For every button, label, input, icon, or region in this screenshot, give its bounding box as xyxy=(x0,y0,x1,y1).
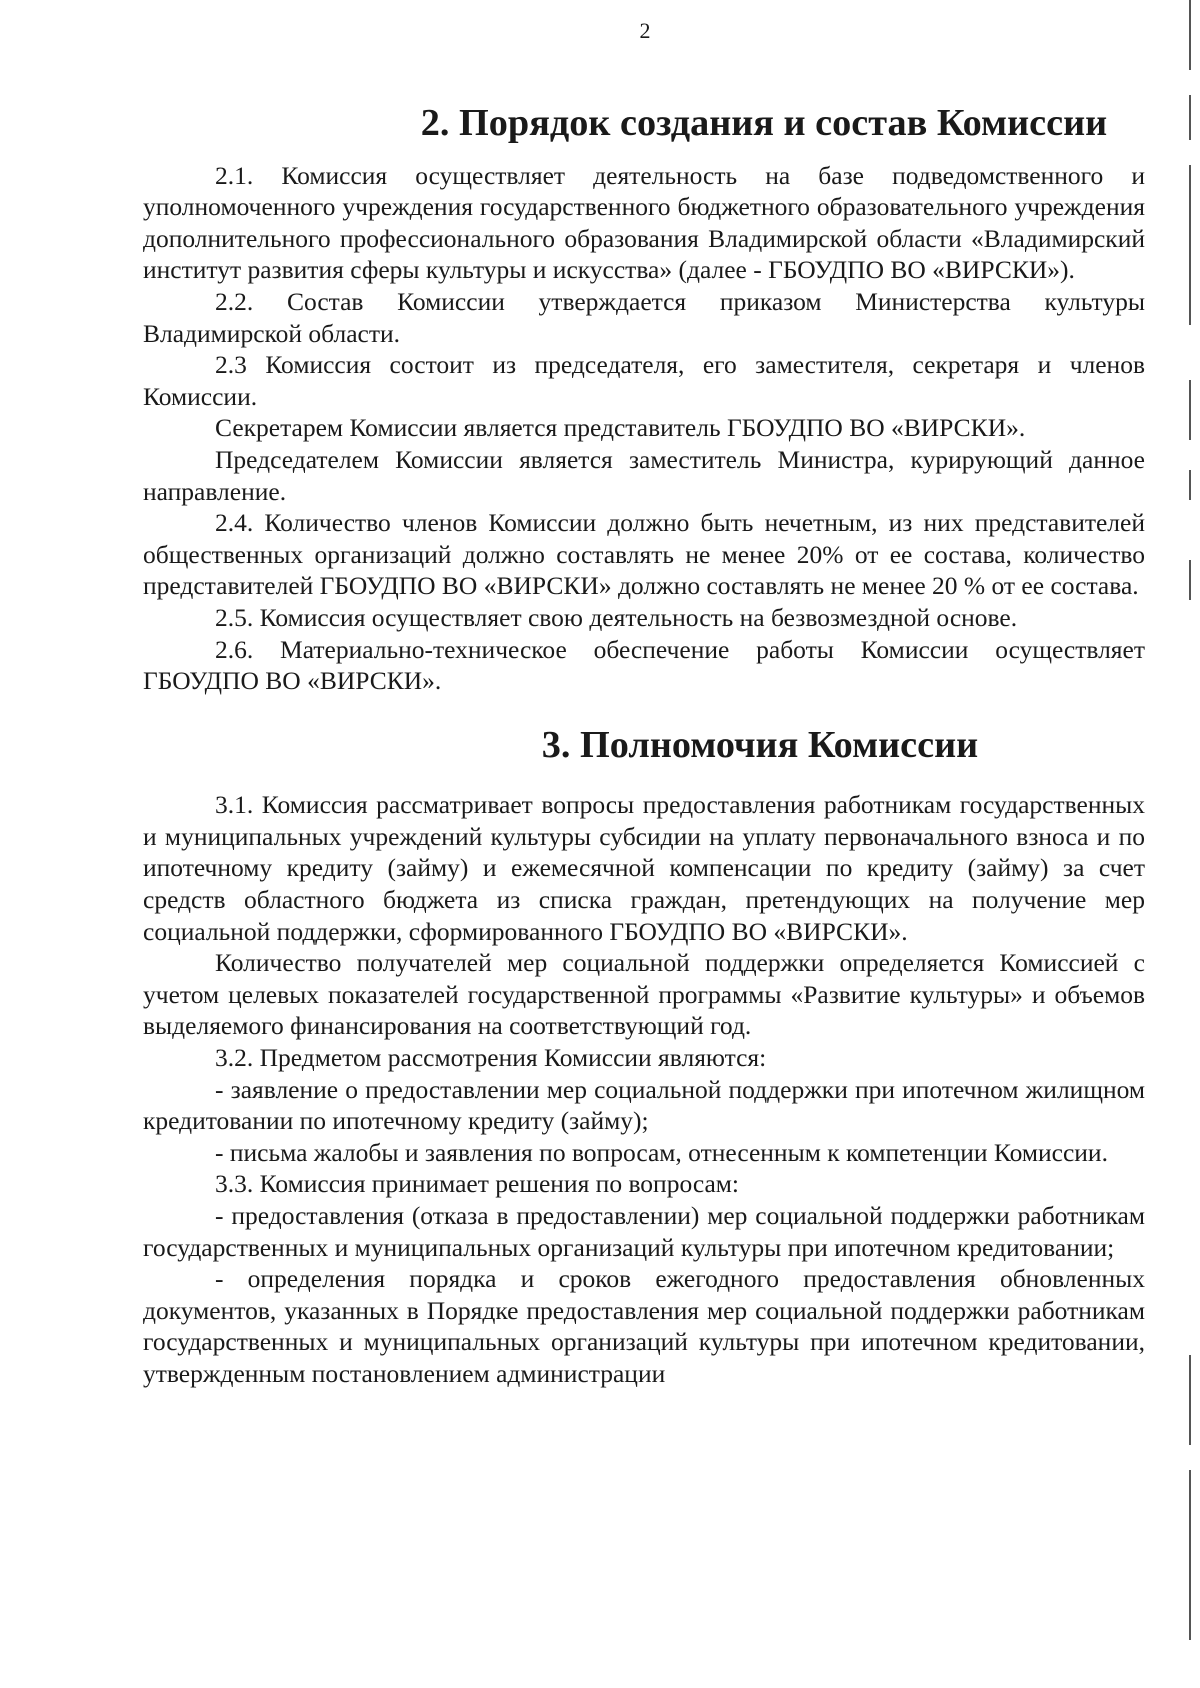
paragraph-3-3: 3.3. Комиссия принимает решения по вопросам: xyxy=(215,1169,740,1199)
section-3-body xyxy=(143,789,1145,1389)
list-item-complaints: - письма жалобы и заявления по вопросам, отнесенным к компетенции Комиссии. xyxy=(215,1137,1108,1167)
paragraph-2-5: 2.5. Комиссия осуществляет свою деятельность на безвозмездной основе. xyxy=(215,602,1018,632)
paragraph-2-3: 2.3 Комиссия состоит из председателя, его заместителя, секретаря и членов Комиссии. xyxy=(143,350,1145,411)
paragraph-chairman: Председателем Комиссии является заместитель Министра, курирующий данное направление. xyxy=(143,444,1145,506)
page-number: 2 xyxy=(639,18,651,43)
section-2-body xyxy=(143,160,1145,697)
paragraph-secretary: Секретарем Комиссии является представитель ГБОУДПО ВО «ВИРСКИ». xyxy=(215,413,1026,443)
paragraph-2-2: 2.2. Состав Комиссии утверждается приказом Министерства культуры Владимирской области. xyxy=(143,286,1145,348)
scan-edge-mark xyxy=(1189,95,1191,140)
scan-edge-mark xyxy=(1189,380,1191,440)
list-item-procedure: - определения порядка и сроков ежегодного предоставления обновленных документов, указанных в Порядке предоставления мер социальной поддержки работникам государственных и муниципальных организаций культуры при ипотечном кредитовании, утвержденным постановлением администрации xyxy=(143,1264,1145,1388)
paragraph-2-4: 2.4. Количество членов Комиссии должно быть нечетным, из них представителей общественных организаций должно составлять не менее 20% от ее состава, количество представителей ГБОУДПО ВО «ВИРСКИ» должно составлять не менее 20 % от ее состава. xyxy=(143,508,1145,601)
scan-edge-mark xyxy=(1189,470,1191,500)
paragraph-2-1: 2.1. Комиссия осуществляет деятельность на базе подведомственного и уполномоченного учреждения государственного бюджетного образовательного учреждения дополнительного профессионального образования Владимирской области «Владимирский институт развития сферы культуры и искусства» (далее - ГБОУДПО ВО «ВИРСКИ»). xyxy=(143,160,1145,285)
list-item-provision: - предоставления (отказа в предоставлении) мер социальной поддержки работникам государственных и муниципальных организаций культуры при ипотечном кредитовании; xyxy=(143,1201,1145,1262)
scan-edge-mark xyxy=(1189,560,1191,600)
list-item-application: - заявление о предоставлении мер социальной поддержки при ипотечном жилищном кредитовании по ипотечному кредиту (займу); xyxy=(143,1074,1145,1136)
section-3-heading: 3. Полномочия Комиссии xyxy=(541,723,979,766)
paragraph-recipients-count: Количество получателей мер социальной поддержки определяется Комиссией с учетом целевых показателей государственной программы «Развитие культуры» и объемов выделяемого финансирования на соответствующий год. xyxy=(143,948,1145,1041)
document-body xyxy=(143,102,1145,1390)
scan-edge-mark xyxy=(1189,165,1191,325)
scan-edge-mark xyxy=(1189,1355,1191,1445)
paragraph-3-1: 3.1. Комиссия рассматривает вопросы предоставления работникам государственных и муниципальных учреждений культуры субсидии на уплату первоначального взноса и по ипотечному кредиту (займу) и ежемесячной компенсации по кредиту (займу) за счет средств областного бюджета из списка граждан, претендующих на получение мер социальной поддержки, сформированного ГБОУДПО ВО «ВИРСКИ». xyxy=(143,790,1145,946)
section-2-heading: 2. Порядок создания и состав Комиссии xyxy=(420,102,1108,144)
paragraph-2-6: 2.6. Материально-техническое обеспечение работы Комиссии осуществляет ГБОУДПО ВО «ВИРСКИ». xyxy=(143,634,1145,696)
paragraph-3-2: 3.2. Предметом рассмотрения Комиссии являются: xyxy=(215,1043,767,1073)
scan-edge-mark xyxy=(1189,1470,1191,1640)
scan-edge-mark xyxy=(1189,0,1191,70)
